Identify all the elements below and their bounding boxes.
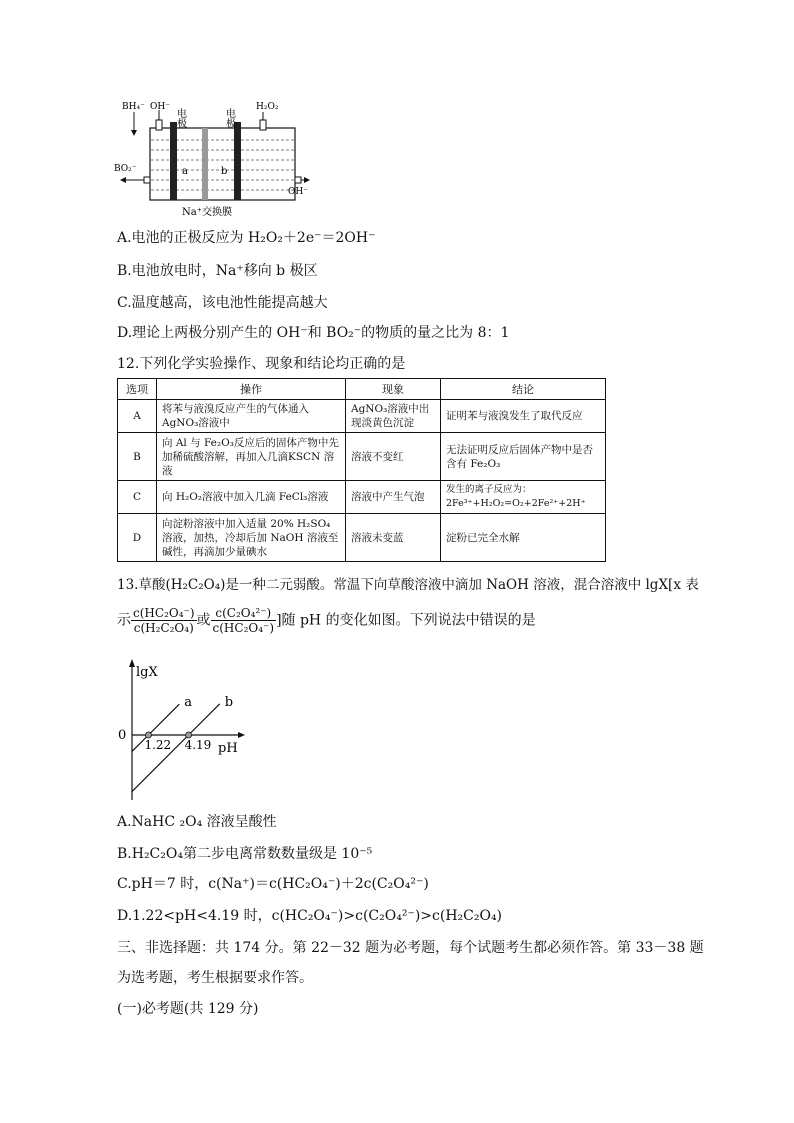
q11-option-b: B.电池放电时，Na⁺移向 b 极区 [117,263,318,279]
fraction-2-numerator: c(C₂O₄²⁻) [211,606,277,621]
electrochemical-cell-diagram [110,98,310,223]
fraction-1-numerator: c(HC₂O₄⁻) [133,606,195,620]
row-option: D [118,514,157,562]
series-label-a: a [184,695,193,711]
row-option: A [118,400,157,433]
section3-line2: 为选考题，考生根据要求作答。 [117,970,313,986]
q13-suffix: ]随 pH 的变化如图。下列说法中错误的是 [276,612,536,629]
row-conclusion: 无法证明反应后固体产物中是否含有 Fe₂O₃ [441,433,606,481]
y-axis-label: lgX [136,665,158,680]
row-operation: 向 Al 与 Fe₂O₃反应后的固体产物中先加稀硫酸溶解，再加入几滴KSCN 溶液 [157,433,346,481]
label-electrode-right: 电极 [223,108,235,128]
row-phenomenon: 溶液不变红 [346,433,441,481]
table-row [118,400,606,433]
label-region-b: b [221,166,228,177]
intercept-label-a: 1.22 [144,738,172,752]
x-axis-arrow [238,732,245,738]
row-option: C [118,481,157,514]
q13-option-a: A.NaHC ₂O₄ 溶液呈酸性 [117,814,277,830]
label-membrane: Na⁺交换膜 [182,207,232,218]
section3-line1: 三、非选择题：共 174 分。第 22－32 题为必考题，每个试题考生都必须作答。第 33－38 题 [117,940,704,956]
q11-option-c: C.温度越高，该电池性能提高越大 [117,295,328,311]
table-row [118,481,606,514]
label-bh4: BH₄⁻ [122,102,145,112]
row-phenomenon: 溶液中产生气泡 [346,481,441,514]
x-axis-label: pH [218,741,238,756]
row-conclusion: 淀粉已完全水解 [441,514,606,562]
section3-subheading: (一)必考题(共 129 分) [117,1001,259,1017]
header-operation: 操作 [157,379,346,400]
q13-prefix: 示 [117,612,131,629]
q13-option-c: C.pH＝7 时，c(Na⁺)＝c(HC₂O₄⁻)＋2c(C₂O₄²⁻) [117,876,429,892]
q12-stem: 12.下列化学实验操作、现象和结论均正确的是 [117,356,406,372]
label-oh-out: OH⁻ [288,187,308,197]
fraction-1 [131,606,197,635]
q12-table [117,378,606,562]
row-conclusion: 证明苯与液溴发生了取代反应 [441,400,606,433]
row-option: B [118,433,157,481]
table-row [118,514,606,562]
header-conclusion: 结论 [441,379,606,400]
label-bo2: BO₂⁻ [114,164,137,174]
intercept-label-b: 4.19 [184,738,212,752]
label-h2o2: H₂O₂ [256,102,279,112]
label-region-a: a [182,166,188,177]
q13-connector: 或 [196,612,211,629]
membrane [202,128,208,200]
q11-option-a: A.电池的正极反应为 H₂O₂＋2e⁻＝2OH⁻ [117,230,376,246]
label-oh-in: OH⁻ [150,102,170,112]
fraction-1-denominator: c(H₂C₂O₄) [133,621,194,635]
header-option: 选项 [118,379,157,400]
fraction-2 [211,606,277,635]
y-axis-arrow [129,659,135,667]
q11-option-d: D.理论上两极分别产生的 OH⁻和 BO₂⁻的物质的量之比为 8：1 [117,325,510,341]
fraction-2-denominator: c(HC₂O₄⁻) [212,621,275,635]
row-operation: 向淀粉溶液中加入适量 20% H₂SO₄溶液，加热，冷却后加 NaOH 溶液至碱性，再滴加少量碘水 [157,514,346,562]
electrode-b [234,122,241,200]
row-operation: 将苯与液溴反应产生的气体通入AgNO₃溶液中 [157,400,346,433]
electrode-a [170,122,177,200]
q13-stem-line2 [117,606,536,635]
label-electrode-left: 电极 [174,108,186,128]
row-phenomenon: 溶液未变蓝 [346,514,441,562]
origin-label: 0 [118,728,127,743]
q13-option-d: D.1.22<pH<4.19 时，c(HC₂O₄⁻)>c(C₂O₄²⁻)>c(H₂C₂O₄) [117,908,503,924]
table-row [118,433,606,481]
header-phenomenon: 现象 [346,379,441,400]
series-label-b: b [224,694,234,710]
row-conclusion: 发生的离子反应为：2Fe³⁺+H₂O₂=O₂+2Fe²⁺+2H⁺ [441,481,606,514]
row-operation: 向 H₂O₂溶液中加入几滴 FeCl₃溶液 [157,481,346,514]
q13-stem-line1: 13.草酸(H₂C₂O₄)是一种二元弱酸。常温下向草酸溶液中滴加 NaOH 溶液，混合溶液中 lgX[x 表 [117,577,699,593]
lgx-ph-chart [110,655,270,805]
q13-option-b: B.H₂C₂O₄第二步电离常数数量级是 10⁻⁵ [117,846,373,862]
row-phenomenon: AgNO₃溶液中出现淡黄色沉淀 [346,400,441,433]
